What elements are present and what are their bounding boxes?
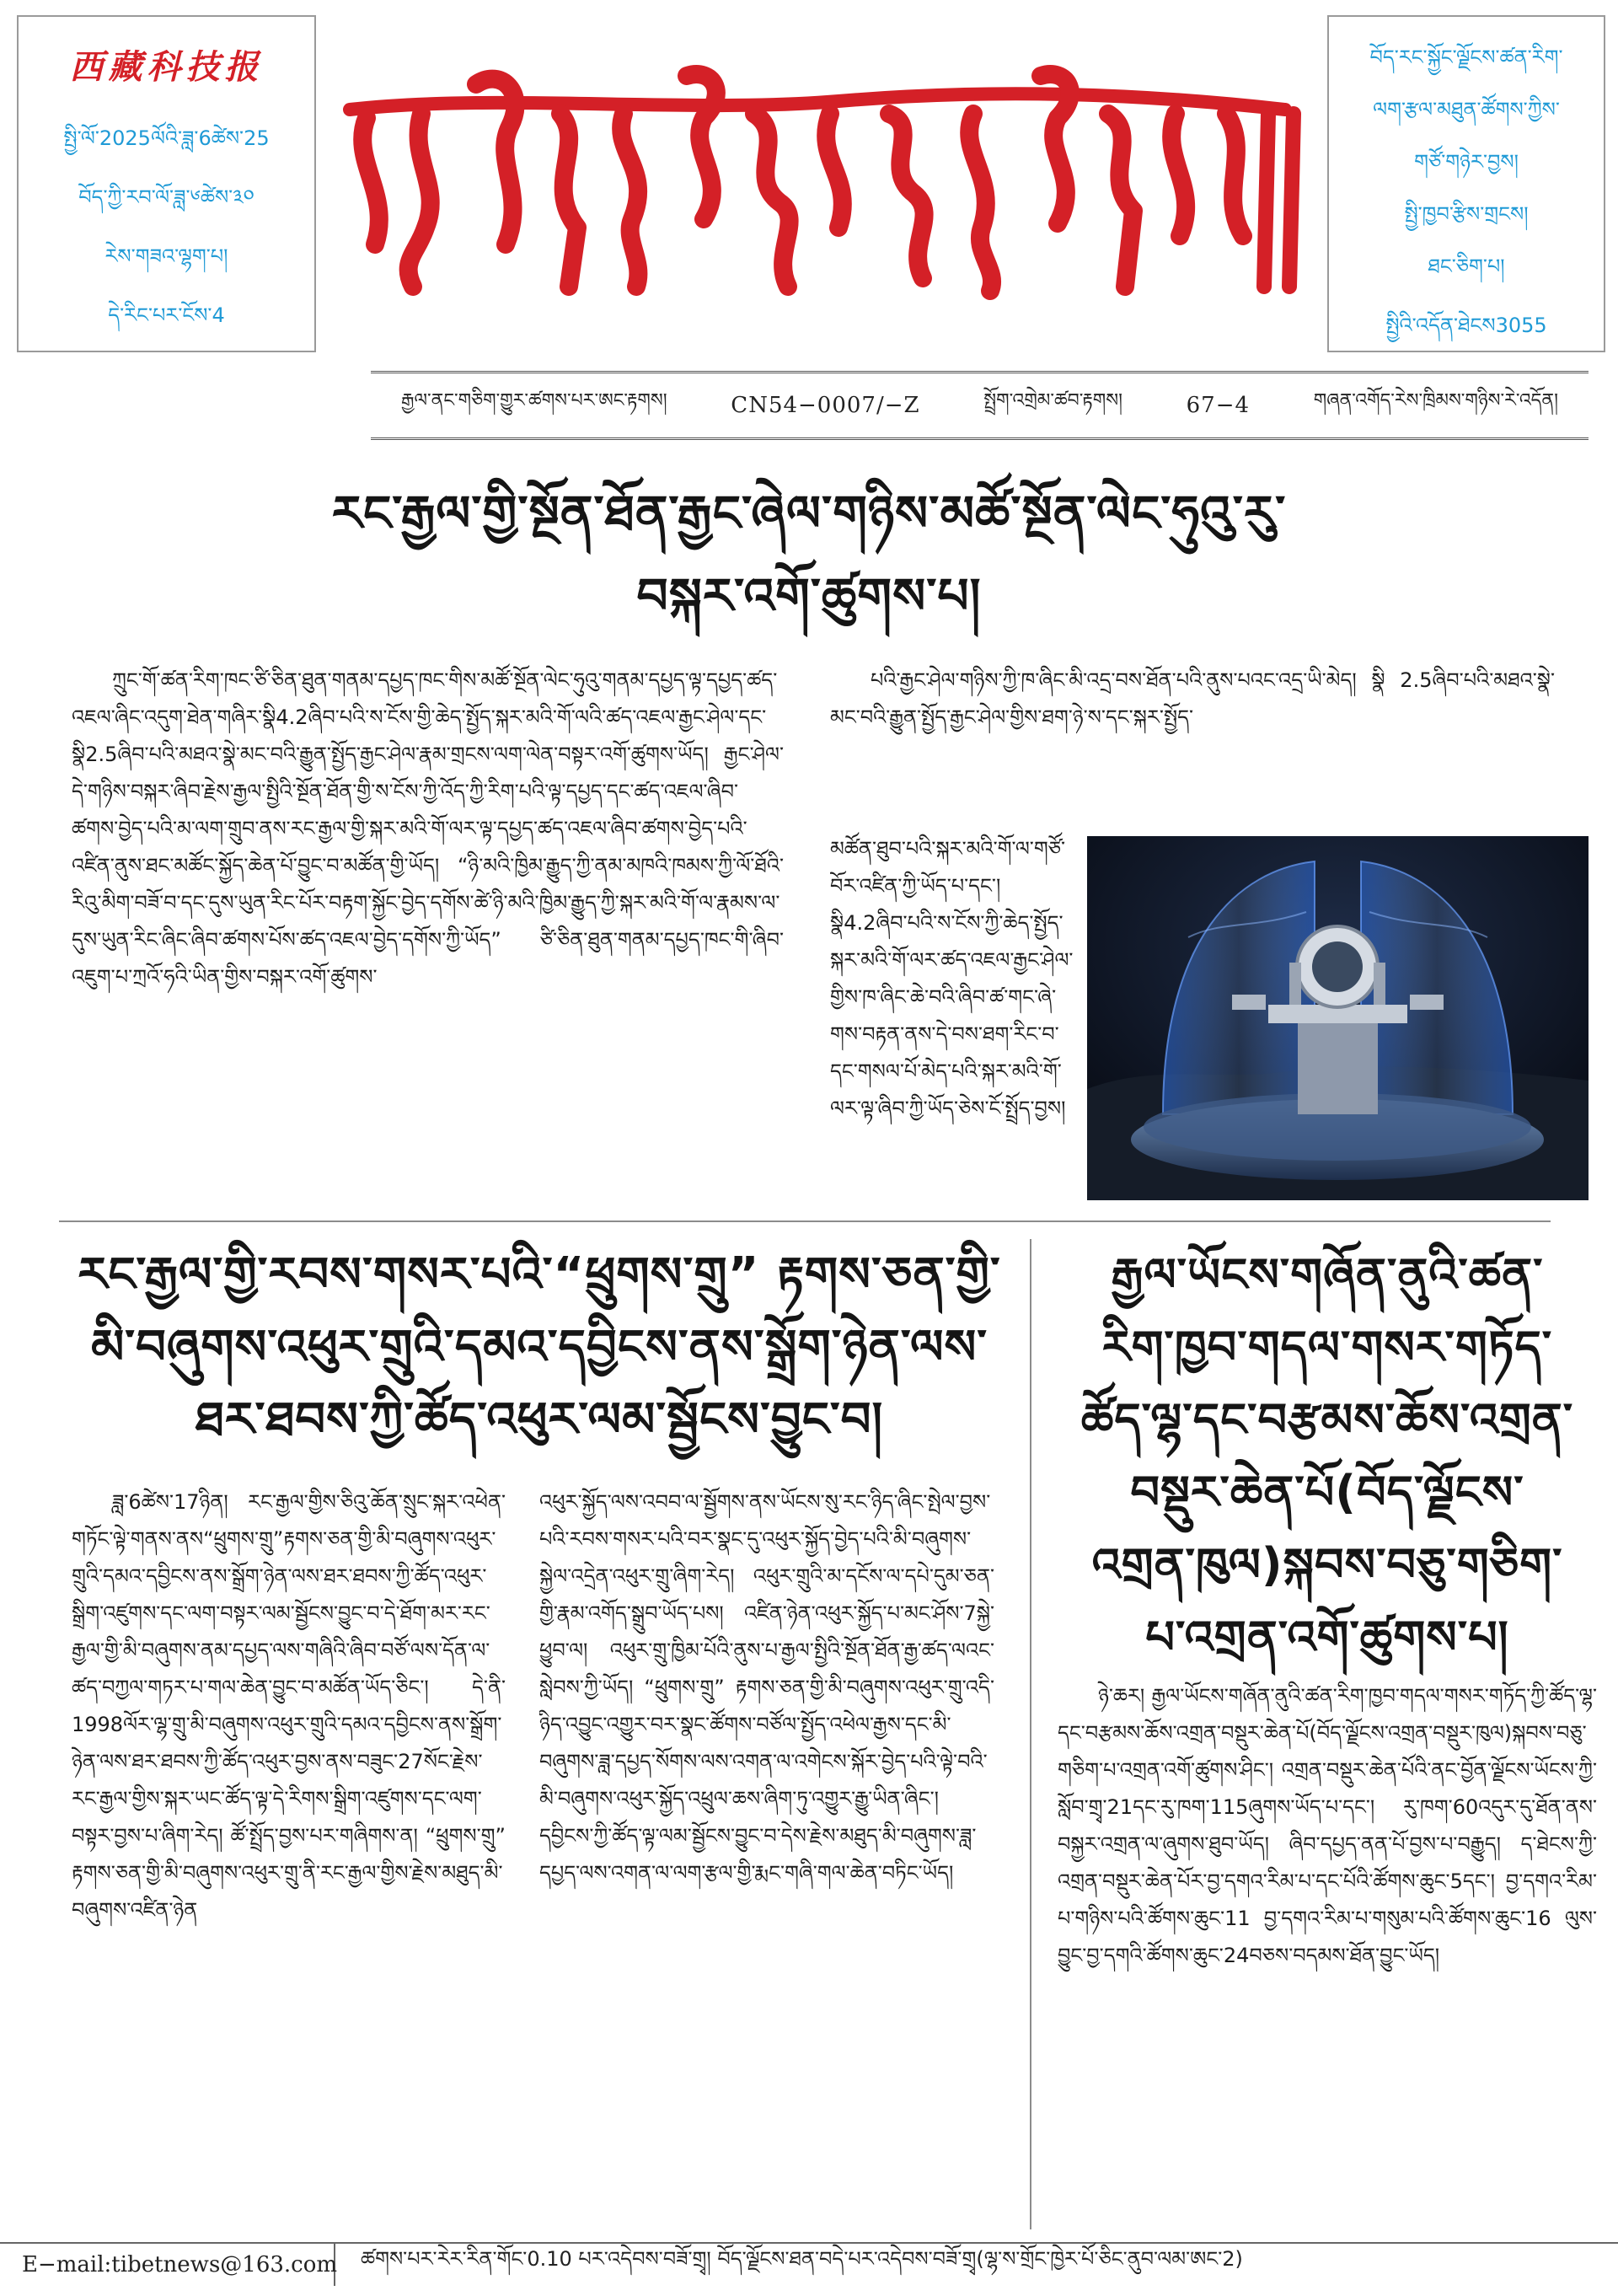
publisher-line-1: བོད་རང་སྐྱོང་ལྗོངས་ཚན་རིག་ — [1369, 46, 1563, 69]
issue-number: སྤྱིའི་འདོན་ཐེངས3055 — [1385, 314, 1547, 337]
article3-headline — [1049, 1239, 1605, 1674]
postal-label: སྤྲོག་འགྲེམ་ཚབ་རྟགས། — [983, 390, 1122, 411]
date-gregorian: སྤྱི་ལོ་2025ལོའི་ཟླ་6ཚེས་25 — [63, 126, 270, 150]
article3-headline-line: རྒྱལ་ཡོངས་གཞོན་ནུའི་ཚན་ — [1111, 1248, 1544, 1301]
article3-headline-line: རིག་ཁྱབ་གདལ་གསར་གཏོད་ — [1101, 1321, 1553, 1374]
publisher-line-5: ཐང་ཅིག་པ། — [1428, 255, 1505, 278]
article3-headline-line: བསྡུར་ཆེན་པོ(བོད་ལྗོངས་ — [1130, 1466, 1524, 1519]
frequency-label: གཞན་འགོད་རེས་ཁྲིམས་གཉིས་རེ་འདོན། — [1313, 390, 1558, 411]
article2-headline-line: ཐར་ཐབས་ཀྱི་ཚོད་འཕུར་ལམ་སྦྱོངས་བྱུང་བ། — [195, 1392, 884, 1447]
article1-body-col1: ཀྲུང་གོ་ཚན་རིག་ཁང་ཙི་ཅིན་ཐུན་གནམ་དཔྱད་ཁང་གིས་མཚོ་སྔོན་ལེང་ཧུའུ་གནམ་དཔྱད་ལྟ་དཔྱད་ཚད་འཇལ་ཞིང་འདུག་ཐེན་གཞིར་སྣི4.2ཞིབ་པའི་ས་ངོས་གྱི་ཆེད་སྤྱོད་སྐར་མའི་གོ་ལའི་ཚད་འཇལ་རྒྱང་ཤེལ་དང་སྣི2.5ཞིབ་པའི་མཐའ་སྣེ་མང་བའི་རྒྱུན་སྤྱོད་རྒྱང་ཤེལ་རྣམ་གྲངས་ལག་ལེན་བསྟར་འགོ་ཚུགས་ཡོད། རྒྱང་ཤེལ་དེ་གཉིས་བསྐར་ཞིབ་རྗེས་རྒྱལ་སྤྱིའི་སྔོན་ཐོན་གྱི་ས་ངོས་ཀྱི་འོད་ཀྱི་རིག་པའི་ལྟ་དཔྱད་དང་ཚད་འཇལ་ཞིབ་ཚགས་བྱེད་པའི་མ་ལག་གྲུབ་ནས་རང་རྒྱལ་གྱི་སྐར་མའི་གོ་ལར་ལྟ་དཔྱད་ཚད་འཇལ་ཞིབ་ཚགས་བྱེད་པའི་འཛིན་ནུས་ཐང་མཚོང་སྐྱོད་ཆེན་པོ་བྱུང་བ་མཚོན་གྱི་ཡོད། “ཉི་མའི་ཁྱིམ་རྒྱུད་ཀྱི་ནམ་མཁའི་ཁམས་ཀྱི་ལོ་ཐོའི་རིའུ་མིག་བཟོ་བ་དང་དུས་ཡུན་རིང་པོར་བརྟག་སྐྱོང་བྱེད་དགོས་ཚེ་ཉི་མའི་ཁྱིམ་རྒྱུད་ཀྱི་སྐར་མའི་གོ་ལ་རྣམས་ལ་དུས་ཡུན་རིང་ཞིང་ཞིབ་ཚགས་པོས་ཚད་འཇལ་བྱེད་དགོས་ཀྱི་ཡོད” ཙི་ཅིན་ཐུན་གནམ་དཔྱད་ཁང་གི་ཞིབ་འཇུག་པ་ཀྲའོ་ཧའི་ཡིན་གྱིས་བསྐར་འགོ་ཚུགས་ — [72, 668, 784, 989]
column-divider — [1030, 1239, 1031, 2229]
article2-body-col2: འཕུར་སྐྱོད་ལས་འབབ་ལ་སྦྱོགས་ནས་ཡོངས་སུ་རང་ཉིད་ཞིང་སྤེལ་བྱས་པའི་རབས་གསར་པའི་བར་སྣང་དུ་འཕུར་སྐྱོད་བྱེད་པའི་མི་བཞུགས་སྐྱེལ་འདྲེན་འཕུར་གྲུ་ཞིག་རེད། འཕུར་གྲུའི་མ་དངོས་ལ་དཔེ་དུམ་ཅན་གྱི་རྣམ་འགོད་སྒྲུབ་ཡོད་པས། འཛིན་ཉེན་འཕུར་སྐྱོད་པ་མང་ཤོས་7སྐྱེ་ཕྱུབ་ལ། འཕུར་གྲུ་ཁྱིམ་པོའི་ནུས་པ་རྒྱལ་སྤྱིའི་སྔོན་ཐོན་རྒྱ་ཚད་ལའང་སླེབས་ཀྱི་ཡོད། “ཕྲུགས་གྲུ” རྟགས་ཅན་གྱི་མི་བཞུགས་འཕུར་གྲུ་འདི་ཉིད་འབྱུང་འགྱུར་བར་སྣང་ཚོགས་བཙོལ་སྤྱོད་འཕེལ་རྒྱས་དང་མི་བཞུགས་ཟླ་དཔྱད་སོགས་ལས་འགན་ལ་འགེངས་སྐོར་བྱེད་པའི་ལྟེ་བའི་མི་བཞུགས་འཕུར་སྐྱོད་འཕྲུལ་ཆས་ཞིག་ཏུ་འགྱུར་རྒྱུ་ཡིན་ཞིང་། དབྱིངས་ཀྱི་ཚོད་ལྟ་ལམ་སྦྱོངས་བྱུང་བ་དེས་རྗེས་མཐུད་མི་བཞུགས་ཟླ་དཔྱད་ལས་འགན་ལ་ལག་རྩལ་གྱི་རྨང་གཞི་གལ་ཆེན་བཏིང་ཡོད། — [539, 1490, 994, 1885]
registration-label: རྒྱལ་ནང་གཅིག་གྱུར་ཚགས་པར་ཨང་རྟགས། — [401, 390, 667, 411]
article3-headline-line: ཚོད་ལྷ་དང་བརྩམས་ཆོས་འགྲན་ — [1080, 1393, 1574, 1446]
article2-body-col1: ཟླ་6ཚེས་17ཉིན། རང་རྒྱལ་གྱིས་ཅིའུ་ཆོན་སྲུང་སྐར་འཕེན་གཏོང་ལྟེ་གནས་ནས“ཕྲུགས་གྲུ”རྟགས་ཅན་གྱི་མི་བཞུགས་འཕུར་གྲུའི་དམའ་དབྱིངས་ནས་སྒྲོག་ཉེན་ལས་ཐར་ཐབས་ཀྱི་ཚོད་འཕུར་སྒྲིག་འཛུགས་དང་ལག་བསྟར་ལམ་སྦྱོངས་བྱུང་བ་དེ་ཐོག་མར་རང་རྒྱལ་གྱི་མི་བཞུགས་ནམ་དཔྱད་ལས་གཞིའི་ཞིབ་བཙོ་ལས་དོན་ལ་ཚད་བཀྱལ་གཏར་པ་གལ་ཆེན་བྱུང་བ་མཚོན་ཡོད་ཅིང་། དེ་ནི་1998ལོར་ལྷ་གྲུ་མི་བཞུགས་འཕུར་གྲུའི་དམའ་དབྱིངས་ནས་སྒྲོག་ཉེན་ལས་ཐར་ཐབས་ཀྱི་ཚོད་འཕུར་བྱས་ནས་བཟུང་27སོང་རྗེས་རང་རྒྱལ་གྱིས་སྐར་ཡང་ཚོད་ལྟ་དེ་རིགས་སྒྲིག་འཛུགས་དང་ལག་བསྟར་བྱས་པ་ཞིག་རེད། ཚོ་སྤྲོད་བྱས་པར་གཞིགས་ན། “ཕྲུགས་གྲུ” རྟགས་ཅན་གྱི་མི་བཞུགས་འཕུར་གྲུ་ནི་རང་རྒྱལ་གྱིས་རྗེས་མཐུད་མི་བཞུགས་འཛིན་ཉེན — [72, 1490, 506, 1922]
registration-info-bar — [371, 371, 1589, 440]
page-footer — [0, 2242, 1618, 2286]
footer-printing-info: ཚགས་པར་རེར་རིན་གོང་0.10 པར་འདེབས་བཟོ་གྲྭ། བོད་ལྗོངས་ཐན་བདེ་པར་འདེབས་བཟོ་གྲྭ(ལྷ་ས་གྲོང་ཁྱེར་པོ་ཅིང་ནུབ་ལམ་ཨང་2) — [361, 2246, 1243, 2271]
publisher-line-3: གཙོ་གཉེར་བྱས། — [1414, 150, 1519, 174]
article3-body: ཉེ་ཆར། རྒྱལ་ཡོངས་གཞོན་ནུའི་ཚན་རིག་ཁྱབ་གདལ་གསར་གཏོད་ཀྱི་ཚོད་ལྷ་དང་བརྩམས་ཆོས་འགྲན་བསྡུར་ཆེན་པོ(བོད་ལྗོངས་འགྲན་བསྡུར་ཁུལ)སྐབས་བཅུ་གཅིག་པ་འགྲན་འགོ་ཚུགས་ཤིང་། འགྲན་བསྡུར་ཆེན་པོའི་ནང་བྱོན་ལྗོངས་ཡོངས་ཀྱི་སློབ་གྲྭ་21དང་རུ་ཁག་115ཞུགས་ཡོད་པ་དང་། རུ་ཁག་60འདུར་དུ་ཐོན་ནས་བསྐྱར་འགྲན་ལ་ཞུགས་ཐུབ་ཡོད། ཞིབ་དཔྱད་ནན་པོ་བྱས་པ་བརྒྱུད། ད་ཐེངས་ཀྱི་འགྲན་བསྡུར་ཆེན་པོར་བྱ་དགའ་རིམ་པ་དང་པོའི་ཚོགས་ཆུང་5དང་། བྱ་དགའ་རིམ་པ་གཉིས་པའི་ཚོགས་ཆུང་11 བྱ་དགའ་རིམ་པ་གསུམ་པའི་ཚོགས་ཆུང་16 ལུས་བྱུང་བྱ་དགའི་ཚོགས་ཆུང་24བཅས་བདམས་ཐོན་བྱུང་ཡོད། — [1058, 1684, 1597, 1967]
article3-headline-line: འགྲན་ཁུལ)སྐབས་བཅུ་གཅིག་ — [1091, 1538, 1563, 1591]
cn-number: CN54−0007/−Z — [731, 393, 920, 418]
article2-headline — [59, 1239, 1020, 1456]
masthead-title-calligraphy — [333, 34, 1310, 312]
masthead-publisher-box — [1327, 15, 1605, 352]
weekday: རེས་གཟའ་ལྷག་པ། — [104, 244, 228, 268]
article2-headline-line: མི་བཞུགས་འཕུར་གྲུའི་དམའ་དབྱིངས་ནས་སྒྲོག་ཉེན་ལས་ — [90, 1320, 988, 1375]
article2-headline-line: རང་རྒྱལ་གྱི་རབས་གསར་པའི་“ཕྲུགས་གྲུ” རྟགས་ཅན་གྱི་ — [78, 1247, 1001, 1302]
section-divider — [59, 1220, 1551, 1222]
date-tibetan: བོད་ཀྱི་རབ་ལོ་ཟླ་༦ཚེས་༣༠ — [78, 185, 254, 209]
article1-headline-line: བསྐར་འགོ་ཚུགས་པ། — [636, 567, 982, 625]
telescope-photo — [1087, 836, 1589, 1200]
masthead-date-box — [17, 15, 316, 352]
article1-body-col2: པའི་རྒྱང་ཤེལ་གཉིས་ཀྱི་ཁ་ཞིང་མི་འདྲ་བས་ཐོན་པའི་ནུས་པའང་འདྲ་ཡི་མེད། སྣི 2.5ཞིབ་པའི་མཐའ་སྣེ་མང་བའི་རྒྱུན་སྤྱོད་རྒྱང་ཤེལ་གྱིས་ཐག་ཉེ་ས་དང་སྐར་སྤྱོད་ — [830, 668, 1555, 729]
page-count: དེ་རིང་པར་ངོས་4 — [108, 303, 225, 327]
article1-headline-line: རང་རྒྱལ་གྱི་སྔོན་ཐོན་རྒྱང་ཞེལ་གཉིས་མཚོ་སྔོན་ལེང་ཧུའུ་རུ་ — [331, 485, 1287, 542]
postal-code: 67−4 — [1186, 393, 1251, 418]
article1-headline — [67, 472, 1551, 637]
article3-headline-line: པ་འགྲན་འགོ་ཚུགས་པ། — [1145, 1611, 1509, 1664]
article1-body-col2-wrap: མཚོན་ཐུབ་པའི་སྐར་མའི་གོ་ལ་གཙོ་བོར་འཛིན་ཀྱི་ཡོད་པ་དང་། སྣི4.2ཞིབ་པའི་ས་ངོས་ཀྱི་ཆེད་སྤྱོད་སྐར་མའི་གོ་ལར་ཚད་འཇལ་རྒྱང་ཤེལ་གྱིས་ཁ་ཞིང་ཆེ་བའི་ཞིབ་ཚ་གང་ཞེ་གས་བརྟན་ནས་དེ་བས་ཐག་རིང་བ་དང་གསལ་པོ་མེད་པའི་སྐར་མའི་གོ་ལར་ལྟ་ཞིབ་ཀྱི་ཡོད་ཅེས་ངོ་སྤྲོད་བྱས། — [830, 837, 1074, 1120]
publisher-line-4: སྤྱི་ཁྱབ་རྩིས་གྲངས། — [1404, 202, 1529, 226]
contact-email: E−mail:tibetnews@163.com — [0, 2244, 335, 2286]
publisher-line-2: ལག་རྩལ་མཐུན་ཚོགས་ཀྱིས་ — [1373, 98, 1560, 121]
chinese-paper-name: 西藏科技报 — [69, 47, 264, 87]
